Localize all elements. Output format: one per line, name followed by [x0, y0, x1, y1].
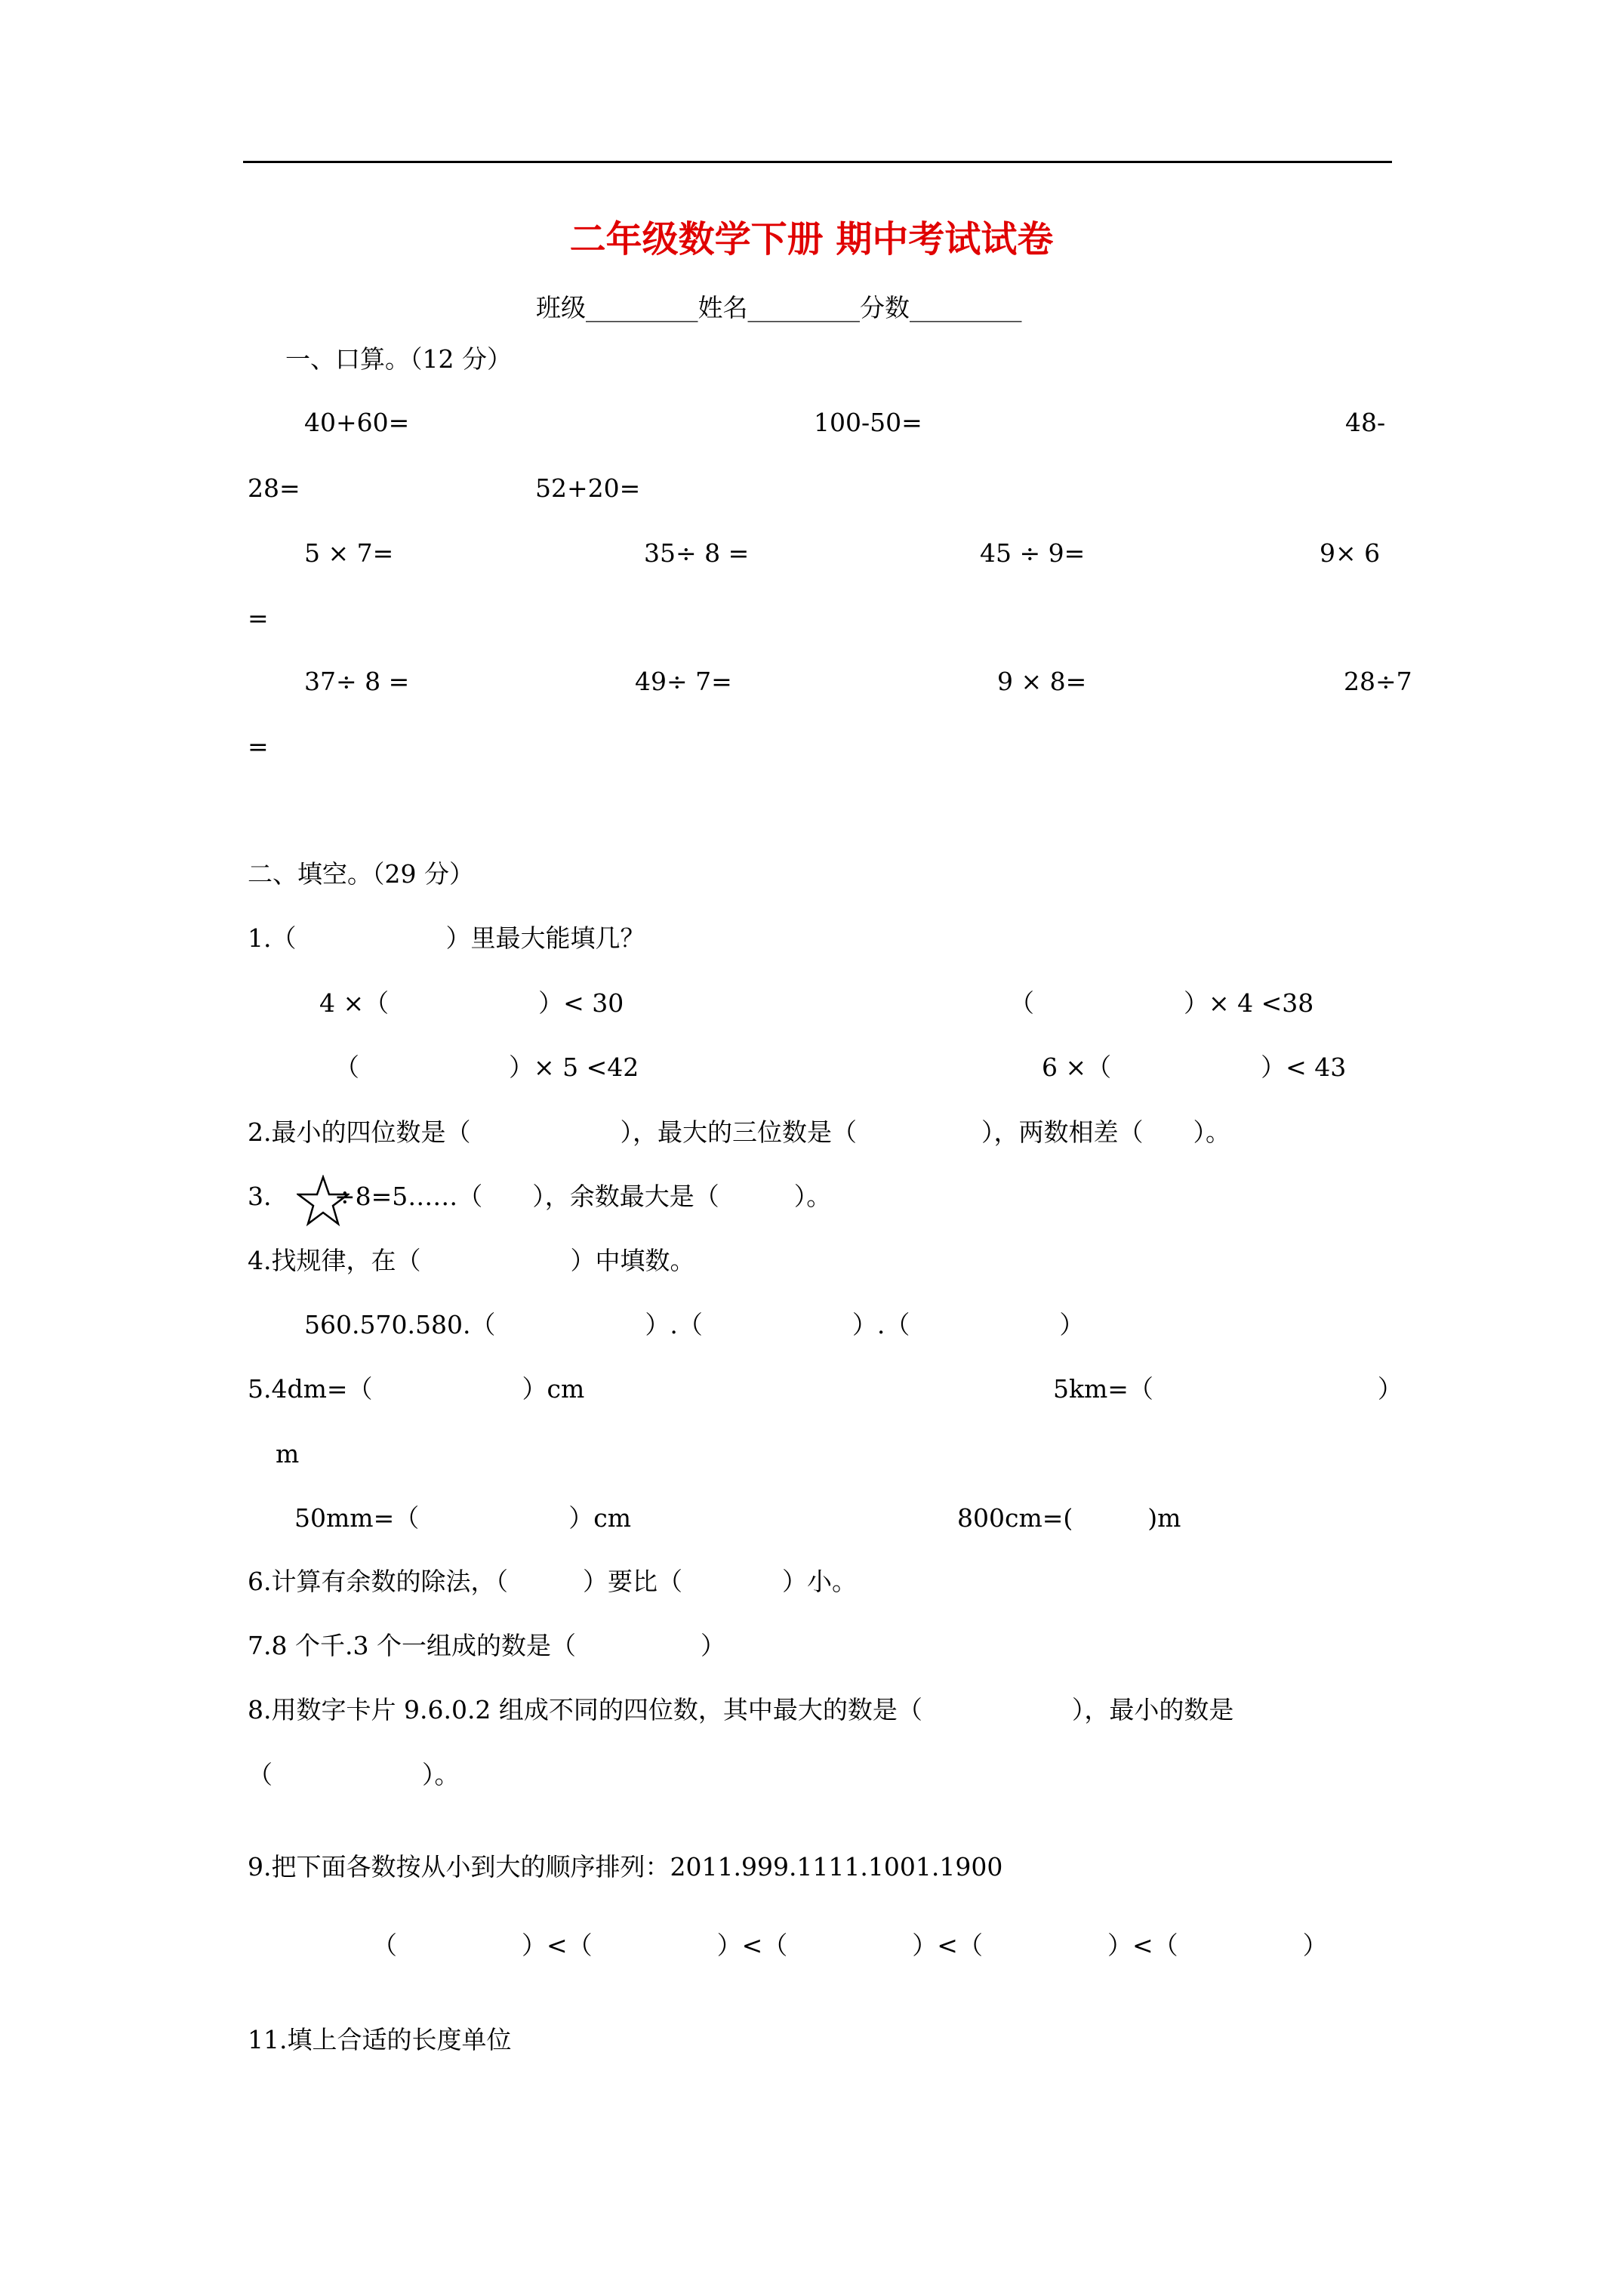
question-5-d: 800cm=( )m: [957, 1503, 1181, 1533]
question-4: 4.找规律，在（ ）中填数。: [248, 1246, 695, 1275]
question-6: 6.计算有余数的除法，（ ）要比（ ）小。: [248, 1567, 857, 1596]
question-1: 1.（ ）里最大能填几？: [248, 923, 645, 953]
question-9-order: （ ）<（ ）<（ ）<（ ）<（ ）: [372, 1931, 1328, 1960]
question-5-b-unit: m: [276, 1439, 300, 1469]
question-1-d: 6 ×（ ）< 43: [1042, 1052, 1347, 1082]
question-3-number: 3.: [248, 1182, 272, 1211]
calc-item: 28÷7: [1344, 667, 1412, 696]
student-info-line: 班级_________姓名_________分数_________: [536, 293, 1022, 322]
calc-item: 52+20=: [535, 473, 641, 503]
calc-item: 100-50=: [814, 408, 922, 437]
header-rule: [243, 161, 1392, 163]
calc-item: =: [248, 603, 269, 633]
question-7: 7.8 个千.3 个一组成的数是（ ）: [248, 1631, 725, 1660]
calc-item: 37÷ 8 =: [304, 667, 410, 696]
question-8-wrap: （ ）。: [248, 1760, 460, 1789]
calc-item: 35÷ 8 =: [644, 538, 750, 568]
calc-item: 28=: [248, 473, 300, 503]
question-5-a: 5.4dm=（ ）cm: [248, 1374, 585, 1404]
calc-item: 40+60=: [304, 408, 410, 437]
calc-item: 48-: [1345, 408, 1386, 437]
question-8: 8.用数字卡片 9.6.0.2 组成不同的四位数，其中最大的数是（ ），最小的数是: [248, 1695, 1234, 1724]
question-3: ÷8=5……（ ），余数最大是（ ）。: [334, 1182, 832, 1211]
calc-item: 45 ÷ 9=: [980, 538, 1086, 568]
calc-item: 5 × 7=: [304, 538, 394, 568]
section1-heading: 一、口算。（12 分）: [285, 344, 512, 374]
question-1-c: （ ）× 5 <42: [334, 1052, 639, 1082]
calc-item: 9× 6: [1320, 538, 1381, 568]
question-5-b: 5km=（ ）: [1053, 1374, 1403, 1404]
question-11: 11.填上合适的长度单位: [248, 2025, 512, 2054]
calc-item: =: [248, 732, 269, 761]
exam-title: 二年级数学下册 期中考试试卷: [569, 218, 1054, 260]
calc-item: 49÷ 7=: [635, 667, 732, 696]
calc-item: 9 × 8=: [997, 667, 1087, 696]
question-1-b: （ ）× 4 <38: [1009, 988, 1314, 1018]
question-5-c: 50mm=（ ）cm: [294, 1503, 631, 1533]
question-2: 2.最小的四位数是（ ），最大的三位数是（ ），两数相差（ ）。: [248, 1117, 1230, 1147]
question-1-a: 4 ×（ ）< 30: [319, 988, 624, 1018]
question-9: 9.把下面各数按从小到大的顺序排列：2011.999.1111.1001.1900: [248, 1852, 1003, 1881]
question-4-sequence: 560.570.580.（ ）.（ ）.（ ）: [304, 1310, 1085, 1339]
section2-heading: 二、填空。（29 分）: [248, 859, 474, 889]
